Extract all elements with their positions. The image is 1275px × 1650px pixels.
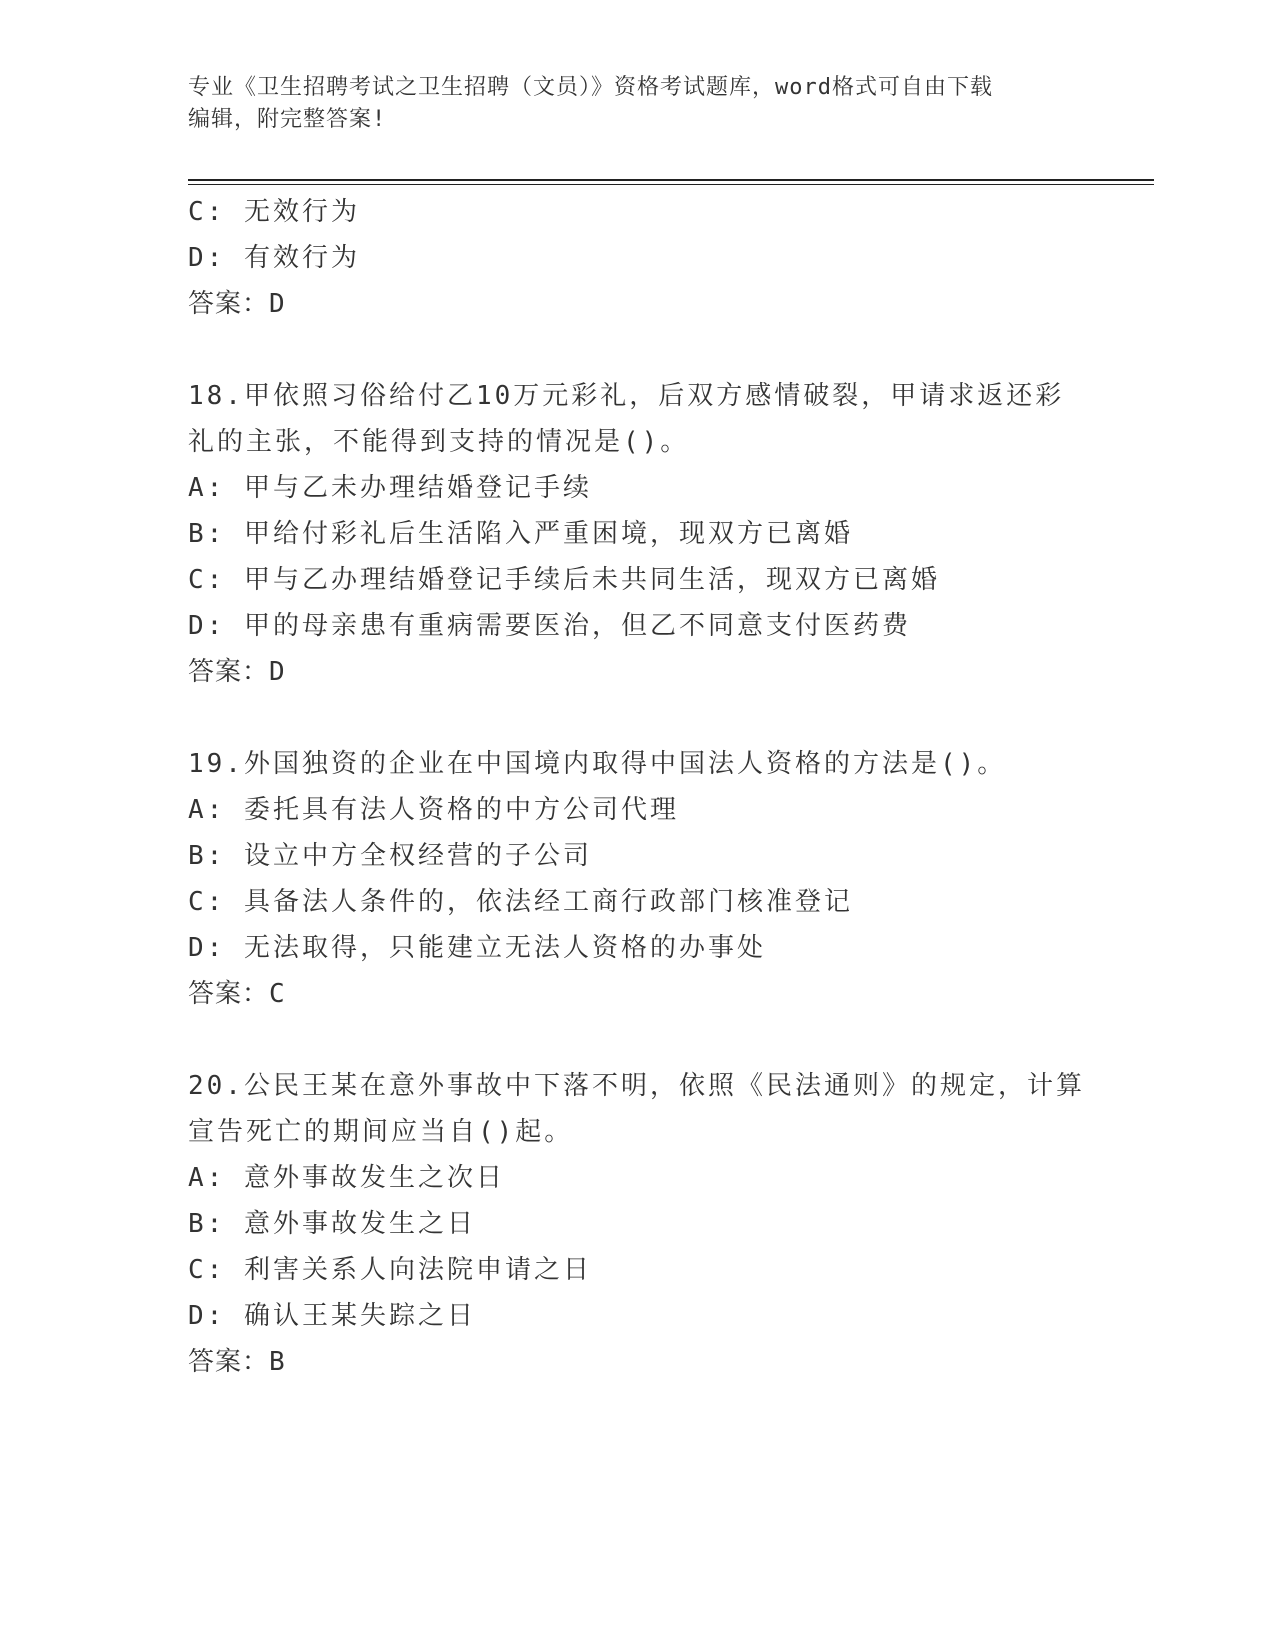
option-a: A: 意外事故发生之次日	[188, 1163, 505, 1193]
question-19	[188, 741, 1088, 1017]
question-list	[188, 189, 1088, 1385]
question-17-continued	[188, 189, 1088, 327]
option-d: D: 无法取得，只能建立无法人资格的办事处	[188, 933, 766, 963]
header-line-1: 专业《卫生招聘考试之卫生招聘（文员）》资格考试题库，word格式可自由下载	[188, 75, 993, 100]
spacer	[188, 695, 1088, 741]
header-divider-thick	[188, 179, 1154, 181]
question-stem: 宣告死亡的期间应当自()起。	[188, 1117, 574, 1147]
option-a: A: 甲与乙未办理结婚登记手续	[188, 473, 592, 503]
question-stem: 18.甲依照习俗给付乙10万元彩礼，后双方感情破裂，甲请求返还彩	[188, 381, 1065, 411]
option-c: C: 甲与乙办理结婚登记手续后未共同生活，现双方已离婚	[188, 565, 940, 595]
spacer	[188, 327, 1088, 373]
option-b: B: 意外事故发生之日	[188, 1209, 476, 1239]
question-stem: 19.外国独资的企业在中国境内取得中国法人资格的方法是()。	[188, 749, 1007, 779]
page-header	[188, 72, 1088, 136]
header-divider-thin	[188, 184, 1154, 185]
header-line-2: 编辑，附完整答案!	[188, 107, 387, 132]
question-stem: 20.公民王某在意外事故中下落不明，依照《民法通则》的规定，计算	[188, 1071, 1085, 1101]
option-a: A: 委托具有法人资格的中方公司代理	[188, 795, 679, 825]
question-18	[188, 373, 1088, 695]
option-c: C: 无效行为	[188, 197, 360, 227]
option-b: B: 设立中方全权经营的子公司	[188, 841, 592, 871]
option-b: B: 甲给付彩礼后生活陷入严重困境，现双方已离婚	[188, 519, 853, 549]
answer-line: 答案：D	[188, 289, 286, 319]
option-d: D: 有效行为	[188, 243, 360, 273]
question-20	[188, 1063, 1088, 1385]
option-d: D: 甲的母亲患有重病需要医治，但乙不同意支付医药费	[188, 611, 911, 641]
answer-line: 答案：B	[188, 1347, 286, 1377]
question-stem: 礼的主张，不能得到支持的情况是()。	[188, 427, 690, 457]
option-d: D: 确认王某失踪之日	[188, 1301, 476, 1331]
answer-line: 答案：C	[188, 979, 286, 1009]
answer-line: 答案：D	[188, 657, 286, 687]
option-c: C: 具备法人条件的，依法经工商行政部门核准登记	[188, 887, 853, 917]
spacer	[188, 1017, 1088, 1063]
option-c: C: 利害关系人向法院申请之日	[188, 1255, 592, 1285]
